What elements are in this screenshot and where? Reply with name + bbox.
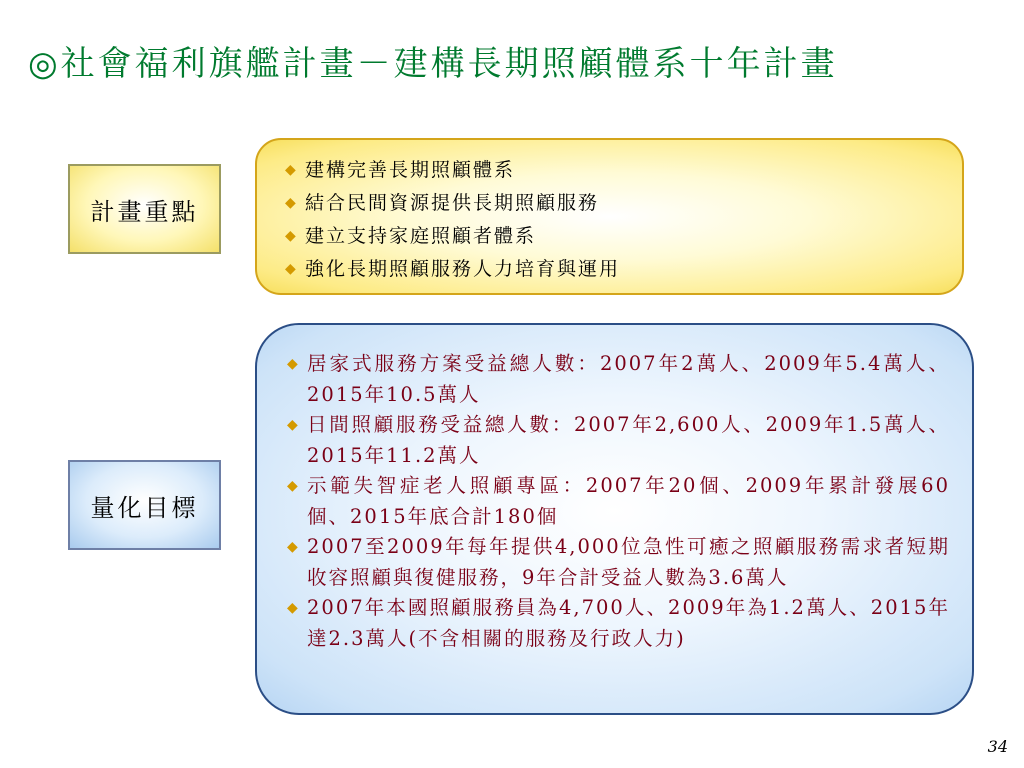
plan-item — [285, 154, 942, 187]
plan-focus-list — [285, 154, 942, 286]
plan-item-text: 建構完善長期照顧體系 — [305, 159, 516, 181]
diamond-bullet-icon: ◆ — [285, 162, 298, 178]
plan-item-text: 建立支持家庭照顧者體系 — [305, 225, 537, 247]
plan-focus-box — [255, 138, 964, 295]
page-title: ◎社會福利旗艦計畫－建構長期照顧體系十年計畫 — [28, 44, 838, 84]
plan-focus-label: 計畫重點 — [68, 164, 221, 254]
plan-item — [285, 253, 942, 286]
target-item — [287, 532, 950, 593]
target-item — [287, 410, 950, 471]
plan-item-text: 結合民間資源提供長期照顧服務 — [305, 192, 600, 214]
diamond-bullet-icon: ◆ — [287, 600, 300, 616]
target-item-text: 日間照顧服務受益總人數：2007年2,600人、2009年1.5萬人、2015年11.2萬人 — [307, 413, 950, 467]
quantitative-target-label: 量化目標 — [68, 460, 221, 550]
page-number: 34 — [987, 737, 1008, 756]
diamond-bullet-icon: ◆ — [285, 261, 298, 277]
target-item — [287, 593, 950, 654]
target-item-text: 2007至2009年每年提供4,000位急性可癒之照顧服務需求者短期收容照顧與復健服務，9年合計受益人數為3.6萬人 — [307, 535, 950, 589]
diamond-bullet-icon: ◆ — [287, 539, 300, 555]
target-item-text: 居家式服務方案受益總人數：2007年2萬人、2009年5.4萬人、2015年10.5萬人 — [307, 352, 950, 406]
diamond-bullet-icon: ◆ — [285, 195, 298, 211]
target-item-text: 2007年本國照顧服務員為4,700人、2009年為1.2萬人、2015年達2.3萬人(不含相關的服務及行政人力) — [307, 596, 950, 650]
plan-item-text: 強化長期照顧服務人力培育與運用 — [305, 258, 621, 280]
target-item-text: 示範失智症老人照顧專區：2007年20個、2009年累計發展60個、2015年底合計180個 — [307, 474, 950, 528]
plan-item — [285, 187, 942, 220]
quantitative-target-box — [255, 323, 974, 715]
plan-item — [285, 220, 942, 253]
target-item — [287, 349, 950, 410]
diamond-bullet-icon: ◆ — [287, 356, 300, 372]
target-item — [287, 471, 950, 532]
quantitative-target-list — [287, 349, 950, 654]
diamond-bullet-icon: ◆ — [287, 417, 300, 433]
diamond-bullet-icon: ◆ — [285, 228, 298, 244]
diamond-bullet-icon: ◆ — [287, 478, 300, 494]
